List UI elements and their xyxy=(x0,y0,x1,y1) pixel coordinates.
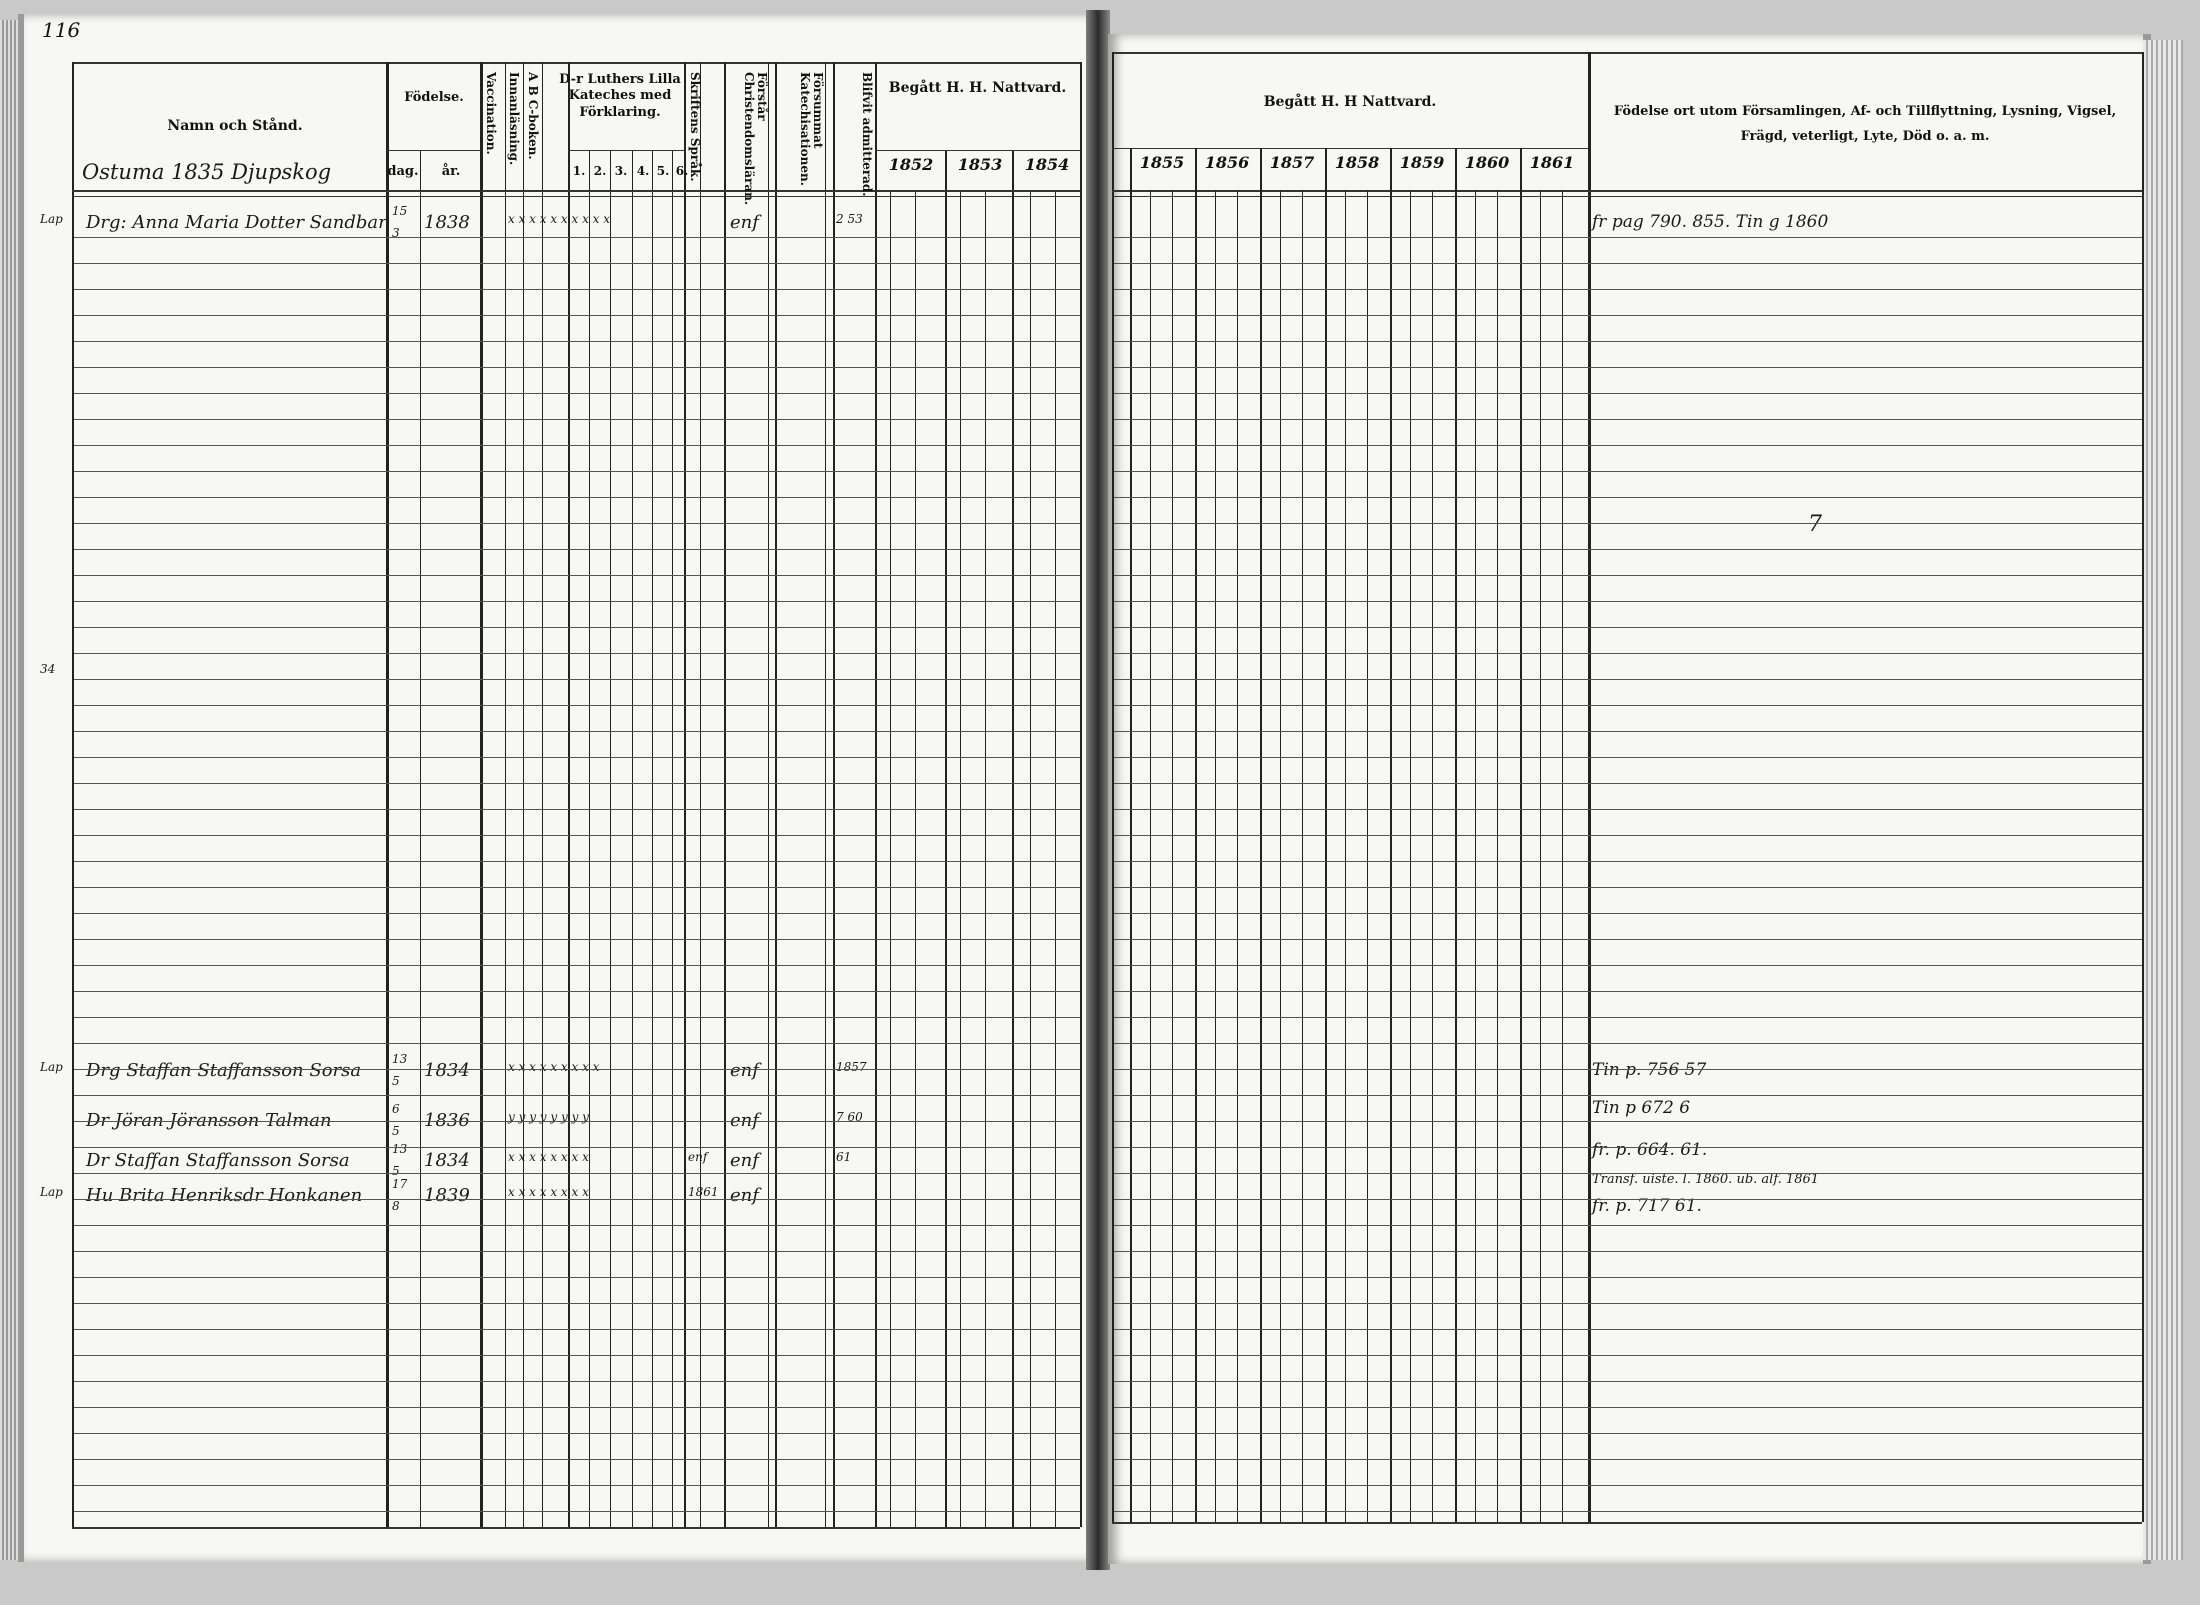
row-birth-day: 15 xyxy=(392,204,408,218)
row-name: Hu Brita Henriksdr Honkanen xyxy=(86,1185,363,1206)
header-ar: år. xyxy=(441,164,461,179)
ruled-line xyxy=(74,991,1080,992)
ruled-line xyxy=(74,1173,1080,1174)
header-rule xyxy=(386,150,480,151)
ruled-line xyxy=(74,1459,1080,1460)
ruled-line xyxy=(1114,1043,2142,1044)
ruled-line xyxy=(74,783,1080,784)
sub-col-rule xyxy=(1172,190,1173,1522)
ruled-line xyxy=(74,1407,1080,1408)
ruled-line xyxy=(1114,1381,2142,1382)
year-heading: 1855 xyxy=(1139,153,1185,172)
col-rule xyxy=(724,62,726,1527)
col-rule xyxy=(542,62,543,1527)
sub-col-rule xyxy=(1497,190,1498,1522)
book-edge-left xyxy=(0,20,18,1560)
row-margin-mark: Lap xyxy=(40,212,63,226)
ruled-line xyxy=(74,1329,1080,1330)
row-birth-month: 8 xyxy=(392,1199,400,1213)
ruled-line xyxy=(74,1433,1080,1434)
ruled-line xyxy=(74,1095,1080,1096)
sub-col-rule xyxy=(1540,190,1541,1522)
ruled-line xyxy=(74,731,1080,732)
header-bottom-rule-2 xyxy=(1112,196,2142,197)
ruled-line xyxy=(1114,419,2142,420)
col-rule xyxy=(632,150,633,1527)
row-birth-month: 5 xyxy=(392,1164,400,1178)
row-birth-year: 1838 xyxy=(424,212,470,233)
right-frame-right xyxy=(2142,52,2144,1522)
ruled-line xyxy=(74,1043,1080,1044)
page-number: 116 xyxy=(42,18,81,42)
header-namn-och-stand: Namn och Stånd. xyxy=(167,118,303,134)
header-luthers-katekes: D-r Luthers Lilla Kateches med Förklaring. xyxy=(559,72,681,120)
ruled-line xyxy=(74,965,1080,966)
ruled-line xyxy=(74,289,1080,290)
ruled-line xyxy=(74,341,1080,342)
header-innanlasning: Innanläsning. xyxy=(507,72,522,166)
sub-col-rule xyxy=(1280,190,1281,1522)
ruled-line xyxy=(74,1121,1080,1122)
ruled-line xyxy=(1114,1485,2142,1486)
ruled-line xyxy=(74,367,1080,368)
sub-col-rule xyxy=(1432,190,1433,1522)
row-name: Drg Staffan Staffansson Sorsa xyxy=(86,1060,362,1081)
ruled-line xyxy=(1114,1355,2142,1356)
ruled-line xyxy=(74,1017,1080,1018)
row-admitted: 1857 xyxy=(836,1060,867,1074)
ruled-line xyxy=(74,1485,1080,1486)
row-birth-day: 17 xyxy=(392,1177,408,1191)
col-rule xyxy=(768,62,769,1527)
ruled-line xyxy=(74,237,1080,238)
row-admitted: 7 60 xyxy=(836,1110,863,1124)
ruled-line xyxy=(1114,1017,2142,1018)
row-name: Drg: Anna Maria Dotter Sandbar xyxy=(86,212,387,233)
col-rule xyxy=(1030,190,1031,1527)
row-birth-day: 13 xyxy=(392,1052,408,1066)
note-entry: Transf. uiste. l. 1860. ub. alf. 1861 xyxy=(1592,1172,1820,1187)
row-name: Dr Staffan Staffansson Sorsa xyxy=(86,1150,350,1171)
row-marks: x x x x x x x x xyxy=(508,1150,589,1164)
sub-col-rule xyxy=(1410,190,1411,1522)
ruled-line xyxy=(1114,1329,2142,1330)
sub-col-rule xyxy=(1367,190,1368,1522)
row-forstar: enf xyxy=(730,1110,759,1131)
ruled-line xyxy=(1114,1121,2142,1122)
ruled-line xyxy=(74,861,1080,862)
col-rule xyxy=(915,190,916,1527)
row-sprak: 1861 xyxy=(688,1185,719,1199)
row-birth-month: 5 xyxy=(392,1074,400,1088)
ruled-line xyxy=(1114,497,2142,498)
header-bottom-rule xyxy=(72,190,1080,192)
year-heading: 1853 xyxy=(957,155,1003,174)
ruled-line xyxy=(1114,679,2142,680)
header-rule xyxy=(1112,148,1588,149)
year-heading: 1861 xyxy=(1529,153,1575,172)
ruled-line xyxy=(74,1277,1080,1278)
ruled-line xyxy=(1114,783,2142,784)
col-rule xyxy=(833,62,835,1527)
col-rule xyxy=(1012,150,1014,1527)
col-rule xyxy=(480,62,483,1527)
year-heading: 1852 xyxy=(888,155,934,174)
row-birth-year: 1836 xyxy=(424,1110,470,1131)
col-rule xyxy=(985,190,986,1527)
ruled-line xyxy=(74,809,1080,810)
sub-col-rule xyxy=(1345,190,1346,1522)
ruled-line xyxy=(1114,1173,2142,1174)
ruled-line xyxy=(1114,445,2142,446)
header-notes-column: Födelse ort utom Församlingen, Af- och Tillflyttning, Lysning, Vigsel, Frägd, veterligt, Lyte, Död o. a. m. xyxy=(1613,104,2117,144)
ruled-line xyxy=(74,1251,1080,1252)
ruled-line xyxy=(1114,549,2142,550)
ruled-line xyxy=(1114,965,2142,966)
sub-col-rule xyxy=(1215,190,1216,1522)
header-dag: dag. xyxy=(387,164,419,179)
col-rule xyxy=(775,62,777,1527)
row-name: Dr Jöran Jöransson Talman xyxy=(86,1110,332,1131)
row-birth-month: 3 xyxy=(392,226,400,240)
row-birth-month: 5 xyxy=(392,1124,400,1138)
ruled-line xyxy=(1114,367,2142,368)
right-top-border xyxy=(1112,52,2142,54)
row-admitted: 61 xyxy=(836,1150,852,1164)
ruled-line xyxy=(74,913,1080,914)
right-frame-left xyxy=(1112,52,1114,1522)
year-heading: 1859 xyxy=(1399,153,1445,172)
year-heading: 1857 xyxy=(1269,153,1315,172)
header-forsummat-katechisation: Försummat Katechisationen. xyxy=(797,72,825,186)
header-rule xyxy=(568,150,684,151)
header-blifvit-admitterad: Blifvit admitterad. xyxy=(860,72,874,197)
header-forstar-christendomslaran: Förstår Christendomsläran. xyxy=(741,72,769,205)
ruled-line xyxy=(1114,861,2142,862)
ruled-line xyxy=(1114,575,2142,576)
sub-col-rule xyxy=(1150,190,1151,1522)
ruled-line xyxy=(74,1511,1080,1512)
header-abc-boken: A B C-boken. xyxy=(526,72,541,160)
ruled-line xyxy=(74,1069,1080,1070)
header-begatt-nattvard-left: Begått H. H. Nattvard. xyxy=(888,80,1067,96)
ruled-line xyxy=(1114,1433,2142,1434)
catechism-part-number: 5. xyxy=(656,164,670,178)
col-rule xyxy=(420,150,421,1527)
row-margin-mark: Lap xyxy=(40,1185,63,1199)
col-rule xyxy=(700,62,701,1527)
row-margin-mark: Lap xyxy=(40,1060,63,1074)
col-rule xyxy=(568,62,570,1527)
note-entry: Tin p 672 6 xyxy=(1592,1098,1691,1118)
ruled-line xyxy=(1114,653,2142,654)
col-rule xyxy=(945,150,947,1527)
ruled-line xyxy=(74,1199,1080,1200)
year-heading: 1856 xyxy=(1204,153,1250,172)
row-birth-day: 6 xyxy=(392,1102,400,1116)
ruled-line xyxy=(1114,1277,2142,1278)
ruled-line xyxy=(1114,1459,2142,1460)
ruled-line xyxy=(1114,1199,2142,1200)
stray-mark: 7 xyxy=(1808,512,1822,537)
sub-col-rule xyxy=(1302,190,1303,1522)
row-forstar: enf xyxy=(730,212,759,233)
ruled-line xyxy=(1114,887,2142,888)
col-rule xyxy=(825,62,826,1527)
col-rule xyxy=(652,150,653,1527)
header-begatt-nattvard-right: Begått H. H Nattvard. xyxy=(1263,94,1437,110)
header-fodelse: Födelse. xyxy=(404,90,464,105)
ruled-line xyxy=(74,393,1080,394)
ruled-line xyxy=(1114,523,2142,524)
sub-col-rule xyxy=(1475,190,1476,1522)
col-rule xyxy=(960,190,961,1527)
ruled-line xyxy=(1114,315,2142,316)
col-rule xyxy=(589,150,590,1527)
ruled-line xyxy=(1114,939,2142,940)
col-rule xyxy=(1055,190,1056,1527)
sub-col-rule xyxy=(1237,190,1238,1522)
ruled-line xyxy=(74,1381,1080,1382)
ruled-line xyxy=(1114,471,2142,472)
ruled-line xyxy=(74,757,1080,758)
ruled-line xyxy=(1114,1069,2142,1070)
row-admitted: 2 53 xyxy=(836,212,863,226)
row-marks: x x x x x x x x x xyxy=(508,1060,600,1074)
ruled-line xyxy=(1114,1147,2142,1148)
row-marks: x x x x x x x x x x xyxy=(508,212,611,226)
ruled-line xyxy=(74,887,1080,888)
ruled-line xyxy=(1114,393,2142,394)
ruled-line xyxy=(74,575,1080,576)
year-heading: 1858 xyxy=(1334,153,1380,172)
note-entry: fr. p. 664. 61. xyxy=(1592,1140,1708,1160)
ruled-line xyxy=(74,471,1080,472)
row-sprak: enf xyxy=(688,1150,708,1164)
col-rule xyxy=(684,62,686,1527)
book-gutter xyxy=(1086,10,1110,1570)
ruled-line xyxy=(1114,1251,2142,1252)
row-marks: y y y y y y y y xyxy=(508,1110,589,1124)
ruled-line xyxy=(1114,601,2142,602)
left-frame-right xyxy=(1080,62,1082,1527)
ruled-line xyxy=(1114,731,2142,732)
section-title: Ostuma 1835 Djupskog xyxy=(82,160,332,184)
ruled-line xyxy=(74,705,1080,706)
ruled-line xyxy=(1114,757,2142,758)
ruled-line xyxy=(74,1355,1080,1356)
year-heading: 1860 xyxy=(1464,153,1510,172)
col-rule xyxy=(386,62,389,1527)
row-forstar: enf xyxy=(730,1150,759,1171)
col-rule xyxy=(610,150,611,1527)
ruled-line xyxy=(74,445,1080,446)
ruled-line xyxy=(74,835,1080,836)
catechism-part-number: 6. xyxy=(675,164,689,178)
year-heading: 1854 xyxy=(1024,155,1070,174)
header-bottom-rule-2 xyxy=(72,196,1080,197)
sub-col-rule xyxy=(1562,190,1563,1522)
row-marks: x x x x x x x x xyxy=(508,1185,589,1199)
col-rule xyxy=(875,62,877,1527)
ruled-line xyxy=(1114,809,2142,810)
catechism-part-number: 1. xyxy=(572,164,586,178)
row-birth-day: 13 xyxy=(392,1142,408,1156)
catechism-part-number: 3. xyxy=(614,164,628,178)
ruled-line xyxy=(74,497,1080,498)
header-rule xyxy=(875,150,1080,151)
left-frame-left xyxy=(72,62,74,1527)
left-bottom-border xyxy=(72,1527,1080,1529)
ruled-line xyxy=(1114,341,2142,342)
note-entry: Tin p. 756 57 xyxy=(1592,1060,1707,1080)
row-forstar: enf xyxy=(730,1185,759,1206)
ruled-line xyxy=(1114,1407,2142,1408)
right-bottom-border xyxy=(1112,1522,2142,1524)
ruled-line xyxy=(1114,1225,2142,1226)
row-birth-year: 1834 xyxy=(424,1150,470,1171)
row-birth-year: 1834 xyxy=(424,1060,470,1081)
note-entry: fr. p. 717 61. xyxy=(1592,1196,1702,1216)
ruled-line xyxy=(1114,913,2142,914)
ruled-line xyxy=(74,679,1080,680)
col-rule xyxy=(672,150,673,1527)
ruled-line xyxy=(74,419,1080,420)
book-edge-right xyxy=(2143,40,2183,1560)
ruled-line xyxy=(74,939,1080,940)
catechism-part-number: 2. xyxy=(593,164,607,178)
ruled-line xyxy=(74,1147,1080,1148)
ruled-line xyxy=(74,1225,1080,1226)
row-forstar: enf xyxy=(730,1060,759,1081)
ruled-line xyxy=(74,315,1080,316)
note-entry: fr pag 790. 855. Tin g 1860 xyxy=(1592,212,1829,232)
col-rule xyxy=(505,62,506,1527)
ruled-line xyxy=(1114,237,2142,238)
ruled-line xyxy=(1114,289,2142,290)
header-skriftens-sprak: Skriftens Språk. xyxy=(688,72,703,182)
ruled-line xyxy=(1114,263,2142,264)
col-rule xyxy=(523,62,524,1527)
col-rule xyxy=(890,190,891,1527)
ruled-line xyxy=(74,627,1080,628)
ruled-line xyxy=(74,1303,1080,1304)
ruled-line xyxy=(1114,1511,2142,1512)
ruled-line xyxy=(1114,1095,2142,1096)
ruled-line xyxy=(74,263,1080,264)
margin-mark-34: 34 xyxy=(40,662,56,676)
row-birth-year: 1839 xyxy=(424,1185,470,1206)
ruled-line xyxy=(1114,627,2142,628)
header-vaccination: Vaccination. xyxy=(484,72,499,155)
left-top-border xyxy=(72,62,1080,64)
ruled-line xyxy=(74,523,1080,524)
col-rule xyxy=(1588,52,1591,1522)
ruled-line xyxy=(1114,991,2142,992)
ruled-line xyxy=(74,549,1080,550)
catechism-part-number: 4. xyxy=(636,164,650,178)
header-bottom-rule xyxy=(1112,190,2142,192)
ruled-line xyxy=(1114,835,2142,836)
ruled-line xyxy=(74,653,1080,654)
ruled-line xyxy=(1114,1303,2142,1304)
ruled-line xyxy=(1114,705,2142,706)
ruled-line xyxy=(74,601,1080,602)
